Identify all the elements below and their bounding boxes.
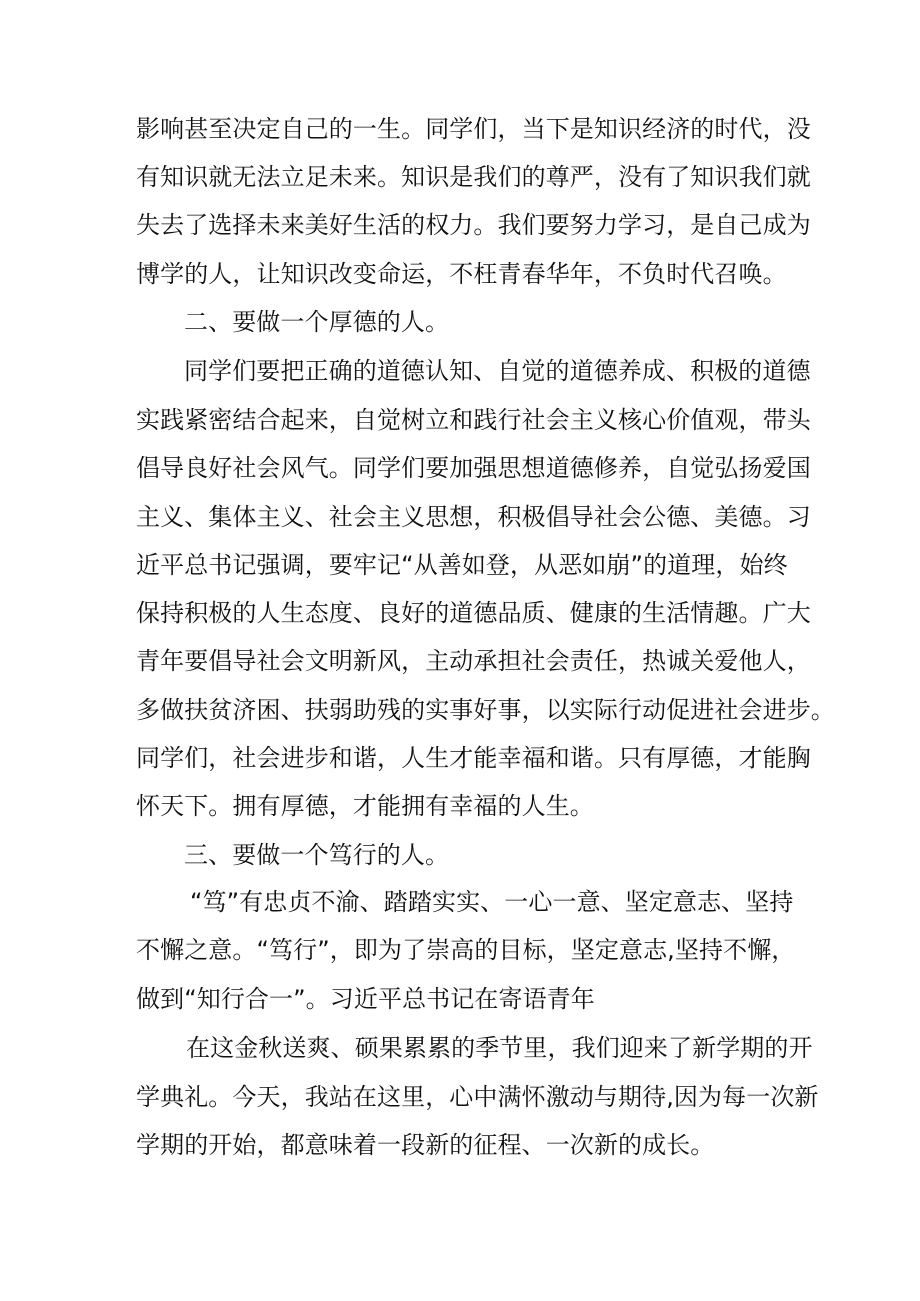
text-line: 实践紧密结合起来，自觉树立和践行社会主义核心价值观，带头 [136, 406, 811, 434]
text-line: 近平总书记强调，要牢记“从善如登，从恶如崩”的道理，始终 [136, 551, 788, 579]
text-line: 主义、集体主义、社会主义思想，积极倡导社会公德、美德。习 [136, 503, 811, 531]
text-line: 做到“知行合一”。习近平总书记在寄语青年 [136, 985, 595, 1013]
text-line: 青年要倡导社会文明新风，主动承担社会责任，热诚关爱他人， [136, 647, 811, 675]
text-line: 多做扶贫济困、扶弱助残的实事好事，以实际行动促进社会进步。 [136, 696, 835, 724]
text-line: 学期的开始，都意味着一段新的征程、一次新的成长。 [136, 1131, 715, 1159]
section-heading: 三、要做一个笃行的人。 [184, 841, 450, 869]
text-line: 在这金秋送爽、硕果累累的季节里，我们迎来了新学期的开 [186, 1034, 813, 1062]
text-line: 不懈之意。“笃行”，即为了崇高的目标，坚定意志,坚持不懈， [136, 936, 796, 964]
text-line: 有知识就无法立足未来。知识是我们的尊严，没有了知识我们就 [136, 163, 811, 191]
text-line: 倡导良好社会风气。同学们要加强思想道德修养，自觉弘扬爱国 [136, 454, 811, 482]
text-line: 影响甚至决定自己的一生。同学们，当下是知识经济的时代，没 [136, 115, 811, 143]
text-line: 博学的人，让知识改变命运，不枉青春华年，不负时代召唤。 [136, 260, 787, 288]
text-line: 同学们，社会进步和谐，人生才能幸福和谐。只有厚德，才能胸 [136, 744, 811, 772]
text-line: 失去了选择未来美好生活的权力。我们要努力学习，是自己成为 [136, 211, 811, 239]
text-line: “笃”有忠贞不渝、踏踏实实、一心一意、坚定意志、坚持 [190, 888, 794, 916]
section-heading: 二、要做一个厚德的人。 [184, 308, 450, 336]
text-line: 同学们要把正确的道德认知、自觉的道德养成、积极的道德 [184, 357, 811, 385]
text-line: 保持积极的人生态度、良好的道德品质、健康的生活情趣。广大 [136, 599, 811, 627]
text-line: 学典礼。今天，我站在这里，心中满怀激动与期待,因为每一次新 [136, 1083, 819, 1111]
text-line: 怀天下。拥有厚德，才能拥有幸福的人生。 [136, 792, 594, 820]
